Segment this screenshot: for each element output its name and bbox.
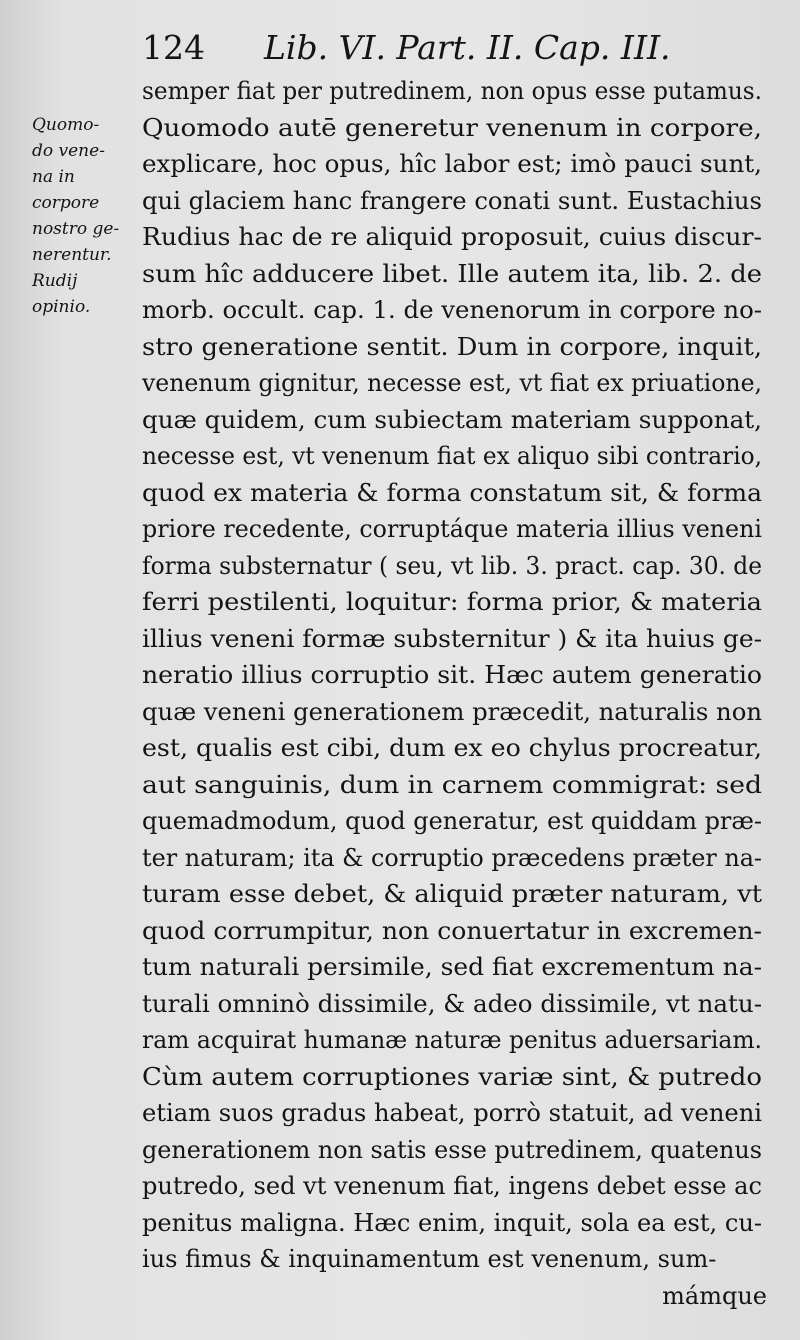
text-line: est, qualis est cibi, dum ex eo chylus procreatur, [142,734,762,762]
text-line: quæ veneni generationem præcedit, naturalis non [142,697,762,726]
running-title: Lib. VI. Part. II. Cap. III. [264,28,671,67]
text-line: neratio illius corruptio sit. Hæc autem generatio [142,661,762,689]
text-line: ram acquirat humanæ naturæ penitus aduersariam. [142,1026,762,1054]
text-line: penitus maligna. Hæc enim, inquit, sola ea est, cu- [142,1208,762,1237]
text-line: Rudius hac de re aliquid proposuit, cuius discur- [142,223,762,251]
text-line: putredo, sed vt venenum fiat, ingens debet esse ac [142,1172,763,1200]
text-line: Quomodo autē generetur venenum in corpore, [142,113,762,142]
text-line: semper fiat per putredinem, non opus esse putamus. [142,77,762,105]
text-line: illius veneni formæ substernitur ) & ita huius ge- [142,624,762,653]
marginal-line: Quomo- [32,115,100,135]
page-header [142,28,742,68]
marginal-line: opinio. [32,297,91,317]
text-line: venenum gignitur, necesse est, vt fiat ex priuatione, [142,369,762,397]
text-line: quod corrumpitur, non conuertatur in excremen- [142,916,762,945]
text-line: ter naturam; ita & corruptio præcedens præter na- [142,843,762,872]
marginal-line: do vene- [32,141,105,161]
text-line: etiam suos gradus habeat, porrò statuit, ad veneni [142,1099,762,1127]
text-line: forma substernatur ( seu, vt lib. 3. pract. cap. 30. de [142,551,762,580]
text-line: priore recedente, corruptáque materia illius veneni [142,515,762,543]
text-line: tum naturali persimile, sed fiat excrementum na- [142,953,762,981]
text-line: Cùm autem corruptiones variæ sint, & putredo [142,1062,762,1091]
text-line: sum hîc adducere libet. Ille autem ita, lib. 2. de [142,259,762,288]
text-line: ius fimus & inquinamentum est venenum, sum- [142,1245,717,1273]
marginal-line: nerentur. [32,245,112,265]
text-line: explicare, hoc opus, hîc labor est; imò pauci sunt, [142,150,762,178]
text-line: quod ex materia & forma constatum sit, & forma [142,478,762,507]
text-line: ferri pestilenti, loquitur: forma prior, & materia [142,588,762,616]
show-through-shadow [150,1232,750,1262]
text-line: aut sanguinis, dum in carnem commigrat: sed [142,770,762,799]
body-text [142,73,767,1314]
text-line: necesse est, vt venenum fiat ex aliquo sibi contrario, [142,442,762,470]
text-line: generationem non satis esse putredinem, quatenus [142,1135,762,1164]
catchword: mámque [662,1281,767,1310]
text-line: qui glaciem hanc frangere conati sunt. Eustachius [142,186,762,215]
text-line: quemadmodum, quod generatur, est quiddam præ- [142,807,762,835]
text-line: turam esse debet, & aliquid præter naturam, vt [142,880,763,908]
page-number: 124 [142,28,205,67]
marginal-line: na in [32,167,75,187]
marginal-line: Rudij [32,271,78,291]
text-line: morb. occult. cap. 1. de venenorum in corpore no- [142,296,763,324]
text-line: quæ quidem, cum subiectam materiam supponat, [142,405,762,434]
marginal-line: nostro ge- [32,219,120,239]
marginal-note [32,112,132,320]
text-line: turali omninò dissimile, & adeo dissimile, vt natu- [142,989,762,1018]
marginal-line: corpore [32,193,100,213]
text-line: stro generatione sentit. Dum in corpore, inquit, [142,332,762,361]
